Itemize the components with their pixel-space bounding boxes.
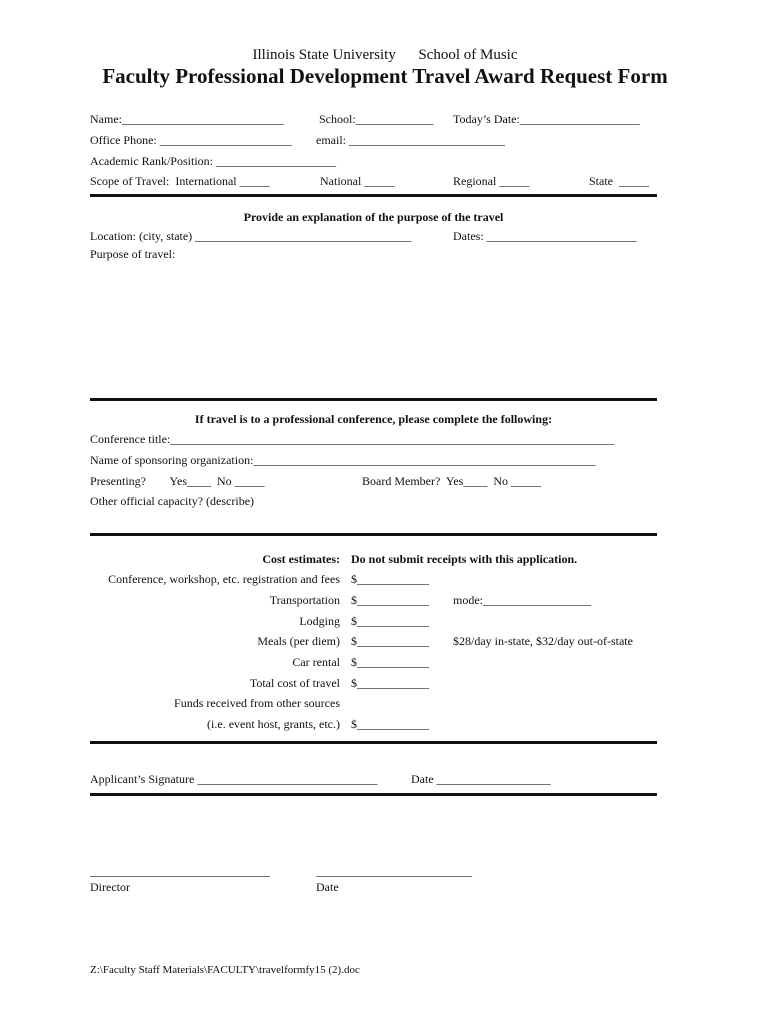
cost-row-label: Funds received from other sources	[174, 696, 340, 710]
applicant-signature-field[interactable]: Applicant’s Signature ______________________________	[90, 772, 378, 786]
cost-row-amount[interactable]: $____________	[351, 676, 429, 690]
email-field[interactable]: email: __________________________	[316, 133, 505, 147]
conference-title-field[interactable]: Conference title:__________________________________________________________________________	[90, 432, 615, 446]
section-divider	[90, 398, 657, 401]
section-divider	[90, 793, 657, 796]
conference-heading: If travel is to a professional conference, please complete the following:	[194, 412, 553, 426]
cost-estimates-label: Cost estimates:	[262, 552, 340, 566]
purpose-text-area[interactable]	[90, 264, 657, 394]
unit-name: School of Music	[418, 47, 518, 63]
other-capacity-field[interactable]: Other official capacity? (describe)	[90, 494, 255, 508]
scope-regional-field[interactable]: Regional _____	[453, 174, 530, 188]
transportation-mode-field[interactable]: mode:__________________	[453, 593, 591, 607]
office-phone-field[interactable]: Office Phone: ______________________	[90, 133, 292, 147]
cost-row-amount[interactable]: $____________	[351, 593, 429, 607]
school-field[interactable]: School:_____________	[319, 112, 434, 126]
location-field[interactable]: Location: (city, state) ____________________________________	[90, 229, 412, 243]
cost-row-label: Lodging	[299, 614, 340, 628]
academic-rank-field[interactable]: Academic Rank/Position: ____________________	[90, 154, 336, 168]
cost-row-amount[interactable]: $____________	[351, 572, 429, 586]
director-signature-line[interactable]: ______________________________	[90, 864, 270, 878]
section-divider	[90, 533, 657, 536]
cost-row-label: Car rental	[292, 655, 340, 669]
section-divider	[90, 741, 657, 744]
presenting-field[interactable]: Presenting? Yes____ No _____	[90, 474, 265, 488]
cost-row-amount[interactable]: $____________	[351, 717, 429, 731]
form-title: Faculty Professional Development Travel Award Request Form	[102, 64, 668, 88]
dates-field[interactable]: Dates: _________________________	[453, 229, 637, 243]
director-date-line[interactable]: __________________________	[316, 864, 472, 878]
director-date-label: Date	[316, 880, 339, 894]
cost-row-amount[interactable]: $____________	[351, 614, 429, 628]
cost-row-label: (i.e. event host, grants, etc.)	[207, 717, 340, 731]
name-field[interactable]: Name:___________________________	[90, 112, 284, 126]
per-diem-note: $28/day in-state, $32/day out-of-state	[453, 634, 633, 648]
director-label: Director	[90, 880, 130, 894]
cost-row-label: Total cost of travel	[249, 676, 340, 690]
institution-name: Illinois State University	[252, 47, 396, 63]
scope-international-field[interactable]: Scope of Travel: International _____	[90, 174, 270, 188]
scope-national-field[interactable]: National _____	[320, 174, 395, 188]
receipts-note: Do not submit receipts with this application.	[351, 552, 578, 566]
signature-date-field[interactable]: Date ___________________	[411, 772, 551, 786]
cost-row-label: Conference, workshop, etc. registration and fees	[108, 572, 340, 586]
section-divider	[90, 194, 657, 197]
purpose-label: Purpose of travel:	[90, 247, 176, 261]
cost-row-label: Transportation	[269, 593, 340, 607]
cost-row-amount[interactable]: $____________	[351, 655, 429, 669]
file-path-footer: Z:\Faculty Staff Materials\FACULTY\travelformfy15 (2).doc	[90, 964, 360, 976]
sponsoring-organization-field[interactable]: Name of sponsoring organization:_________________________________________________________	[90, 453, 596, 467]
cost-row-label: Meals (per diem)	[257, 634, 340, 648]
cost-row-amount[interactable]: $____________	[351, 634, 429, 648]
purpose-heading: Provide an explanation of the purpose of the travel	[243, 210, 504, 224]
institution-header	[0, 47, 770, 64]
scope-state-field[interactable]: State _____	[589, 174, 649, 188]
board-member-field[interactable]: Board Member? Yes____ No _____	[362, 474, 541, 488]
todays-date-field[interactable]: Today’s Date:____________________	[453, 112, 640, 126]
